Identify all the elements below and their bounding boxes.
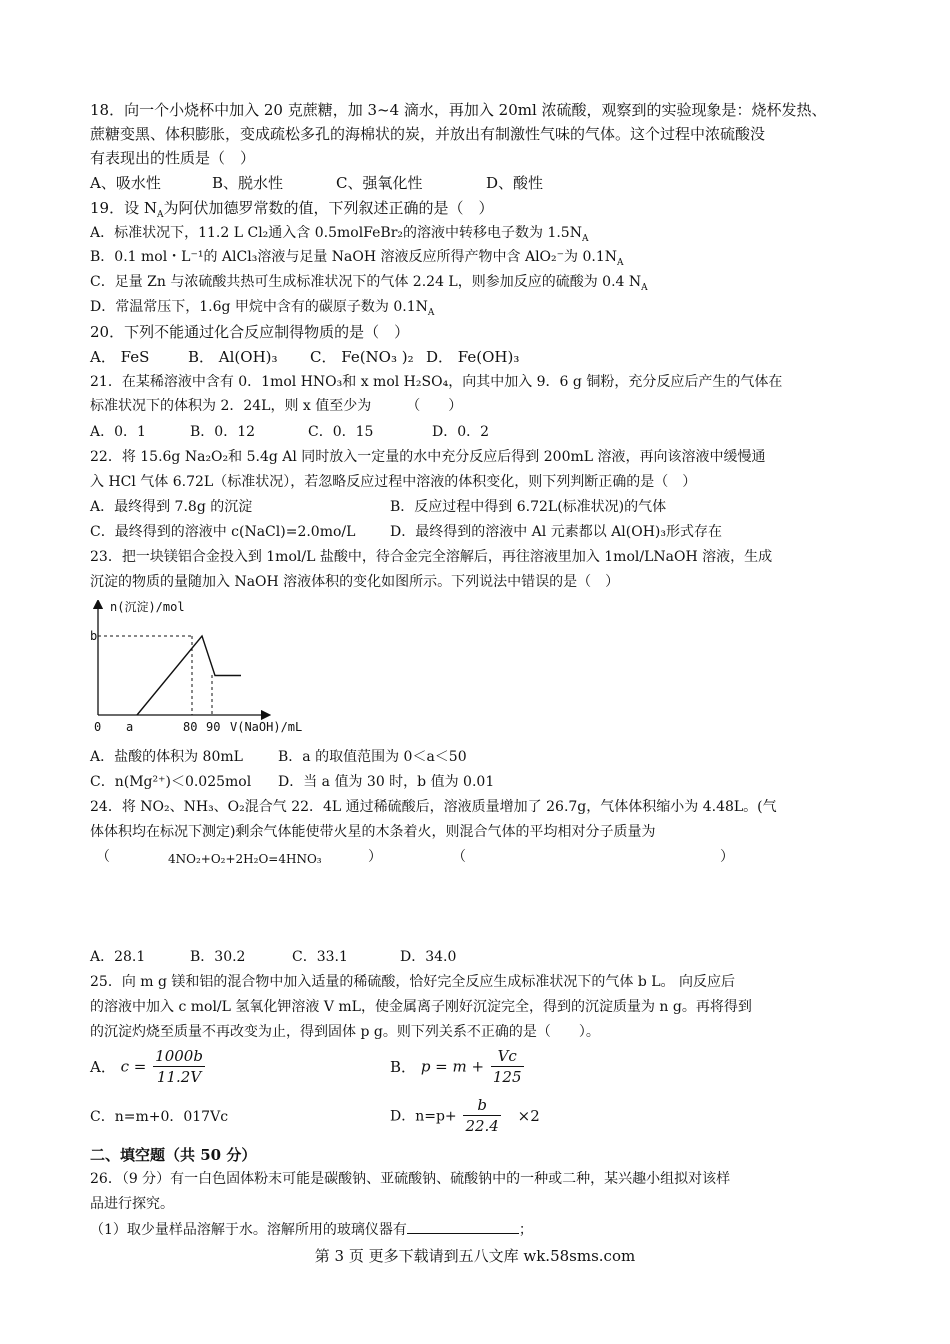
- q25-line2: 的溶液中加入 c mol/L 氢氧化钾溶液 V mL，使金属离子刚好沉淀完全，得到的沉淀质量为 n g。再将得到: [90, 999, 752, 1015]
- q22-option-b: B．反应过程中得到 6.72L(标准状况)的气体: [390, 499, 667, 515]
- q22-option-a: A．最终得到 7.8g 的沉淀: [90, 499, 253, 515]
- q22-line2: 入 HCl 气体 6.72L（标准状况），若忽略反应过程中溶液的体积变化，则下列判断正确的是（ ）: [90, 474, 697, 490]
- q19-option-c: C．足量 Zn 与浓硫酸共热可生成标准状况下的气体 2.24 L，则参加反应的硫酸为 0.4 $N_A$: [90, 274, 648, 293]
- q21-option-b: B．0．12: [190, 424, 256, 440]
- q25-option-c: C．n=m+0．017Vc: [90, 1109, 229, 1125]
- q21-option-d: D．0．2: [432, 424, 490, 440]
- q21-line2: 标准状况下的体积为 2．24L，则 x 值至少为 （ ）: [90, 398, 463, 414]
- q22-option-c: C．最终得到的溶液中 c(NaCl)=2.0mo/L: [90, 524, 356, 540]
- q20-option-a: A． FeS: [90, 348, 150, 366]
- q23-option-a: A．盐酸的体积为 80mL: [90, 749, 243, 765]
- q18-option-a: A、吸水性: [90, 174, 161, 192]
- page-footer: 第 3 页 更多下载请到五八文库 wk.58sms.com: [314, 1247, 636, 1265]
- q25-option-d: D．n=p+ $\frac{b}{22.4}$ ×2: [390, 1096, 540, 1135]
- q25-option-a: A． c = $\frac{1000b}{11.2V}$: [90, 1047, 203, 1086]
- q19-option-b: B．0.1 mol・L⁻¹的 AlCl₃溶液与足量 NaOH 溶液反应所得产物中含 AlO₂⁻为 $0.1N_A$: [90, 249, 624, 268]
- q24-line2: 体体积均在标况下测定)剩余气体能使带火星的木条着火，则混合气体的平均相对分子质量为: [90, 824, 656, 840]
- q18-option-d: D、酸性: [486, 174, 544, 192]
- q20-stem: 20．下列不能通过化合反应制得物质的是（ ）: [90, 323, 410, 341]
- q26-line3: （1）取少量样品溶解于水。溶解所用的玻璃仪器有 ；: [90, 1217, 880, 1242]
- b-label: b: [90, 629, 98, 643]
- q20-option-c: C． Fe(NO₃ )₂: [310, 348, 414, 366]
- q24-option-d: D．34.0: [400, 949, 457, 965]
- q22-option-d: D．最终得到的溶液中 Al 元素都以 Al(OH)₃形式存在: [390, 524, 722, 540]
- tick-90-label: 90: [206, 720, 221, 734]
- q23-option-c: C．n(Mg²⁺)＜0.025mol: [90, 774, 252, 790]
- q24-equation: 4NO₂+O₂+2H₂O=4HNO₃: [168, 852, 322, 866]
- q20-option-b: B． Al(OH)₃: [188, 348, 278, 366]
- x-axis-label: V(NaOH)/mL: [230, 720, 303, 734]
- q22-line1: 22．将 15.6g Na₂O₂和 5.4g Al 同时放入一定量的水中充分反应后得到 200mL 溶液，再向该溶液中缓慢通: [90, 449, 766, 465]
- q18-line2: 蔗糖变黑、体积膨胀，变成疏松多孔的海棉状的炭，并放出有制激性气味的气体。这个过程中浓硫酸没: [90, 125, 766, 143]
- q19-option-a: A．标准状况下，11.2 L Cl₂通入含 0.5molFeBr₂的溶液中转移电子数为 $1.5N_A$: [90, 225, 589, 244]
- q23-option-b: B．a 的取值范围为 0＜a＜50: [278, 749, 467, 765]
- a-label: a: [126, 720, 134, 734]
- q24-answer-paren-open: （: [452, 849, 466, 865]
- q21-option-a: A．0．1: [90, 424, 146, 440]
- q18-option-b: B、脱水性: [212, 174, 284, 192]
- q24-option-c: C．33.1: [292, 949, 348, 965]
- origin-label: 0: [94, 720, 102, 734]
- tick-80-label: 80: [183, 720, 198, 734]
- section-2-title: 二、填空题（共 50 分）: [90, 1146, 257, 1164]
- q25-line1: 25．向 m g 镁和铝的混合物中加入适量的稀硫酸，恰好完全反应生成标准状况下的气体 b L。 向反应后: [90, 974, 736, 990]
- q21-option-c: C．0．15: [308, 424, 374, 440]
- q26-answer-blank: [407, 1217, 519, 1234]
- q24-line1: 24．将 NO₂、NH₃、O₂混合气 22．4L 通过稀硫酸后，溶液质量增加了 26.7g，气体体积缩小为 4.48L。(气: [90, 799, 777, 815]
- q19-option-d: D．常温常压下，1.6g 甲烷中含有的碳原子数为 $0.1N_A$: [90, 299, 435, 318]
- q23-line1: 23．把一块镁铝合金投入到 1mol/L 盐酸中，待合金完全溶解后，再往溶液里加入 1mol/LNaOH 溶液，生成: [90, 549, 773, 565]
- q26-line1: 26．（9 分）有一白色固体粉末可能是碳酸钠、亚硫酸钠、硫酸钠中的一种或二种，某兴趣小组拟对该样: [90, 1171, 731, 1187]
- q25-line3: 的沉淀灼烧至质量不再改变为止，得到固体 p g。则下列关系不正确的是（ ）。: [90, 1024, 600, 1040]
- q20-option-d: D． Fe(OH)₃: [426, 348, 520, 366]
- q18-line3: 有表现出的性质是（ ）: [90, 149, 256, 167]
- q19-stem: 19．设 $N_A$为阿伏加德罗常数的值，下列叙述正确的是（ ）: [90, 199, 494, 220]
- q21-line1: 21．在某稀溶液中含有 0．1mol HNO₃和 x mol H₂SO₄，向其中加入 9．6 g 铜粉，充分反应后产生的气体在: [90, 374, 783, 390]
- q23-line2: 沉淀的物质的量随加入 NaOH 溶液体积的变化如图所示。下列说法中错误的是（ ）: [90, 574, 620, 590]
- q24-paren-close: ）: [368, 849, 382, 865]
- q26-line2: 品进行探究。: [90, 1196, 174, 1212]
- q25-option-b: B． p = m + $\frac{Vc}{125}$: [390, 1047, 522, 1086]
- q24-option-a: A．28.1: [90, 949, 146, 965]
- q18-option-c: C、强氧化性: [336, 174, 423, 192]
- q24-answer-paren-close: ）: [720, 849, 734, 865]
- q24-paren-open: （: [96, 849, 110, 865]
- y-axis-label: n(沉淀)/mol: [110, 600, 185, 614]
- q23-option-d: D．当 a 值为 30 时，b 值为 0.01: [278, 774, 495, 790]
- q24-option-b: B．30.2: [190, 949, 246, 965]
- q23-precipitate-graph: [88, 600, 348, 740]
- precipitate-curve: [137, 636, 241, 715]
- q18-line1: 18．向一个小烧杯中加入 20 克蔗糖，加 3~4 滴水，再加入 20ml 浓硫酸，观察到的实验现象是：烧杯发热、: [90, 101, 827, 119]
